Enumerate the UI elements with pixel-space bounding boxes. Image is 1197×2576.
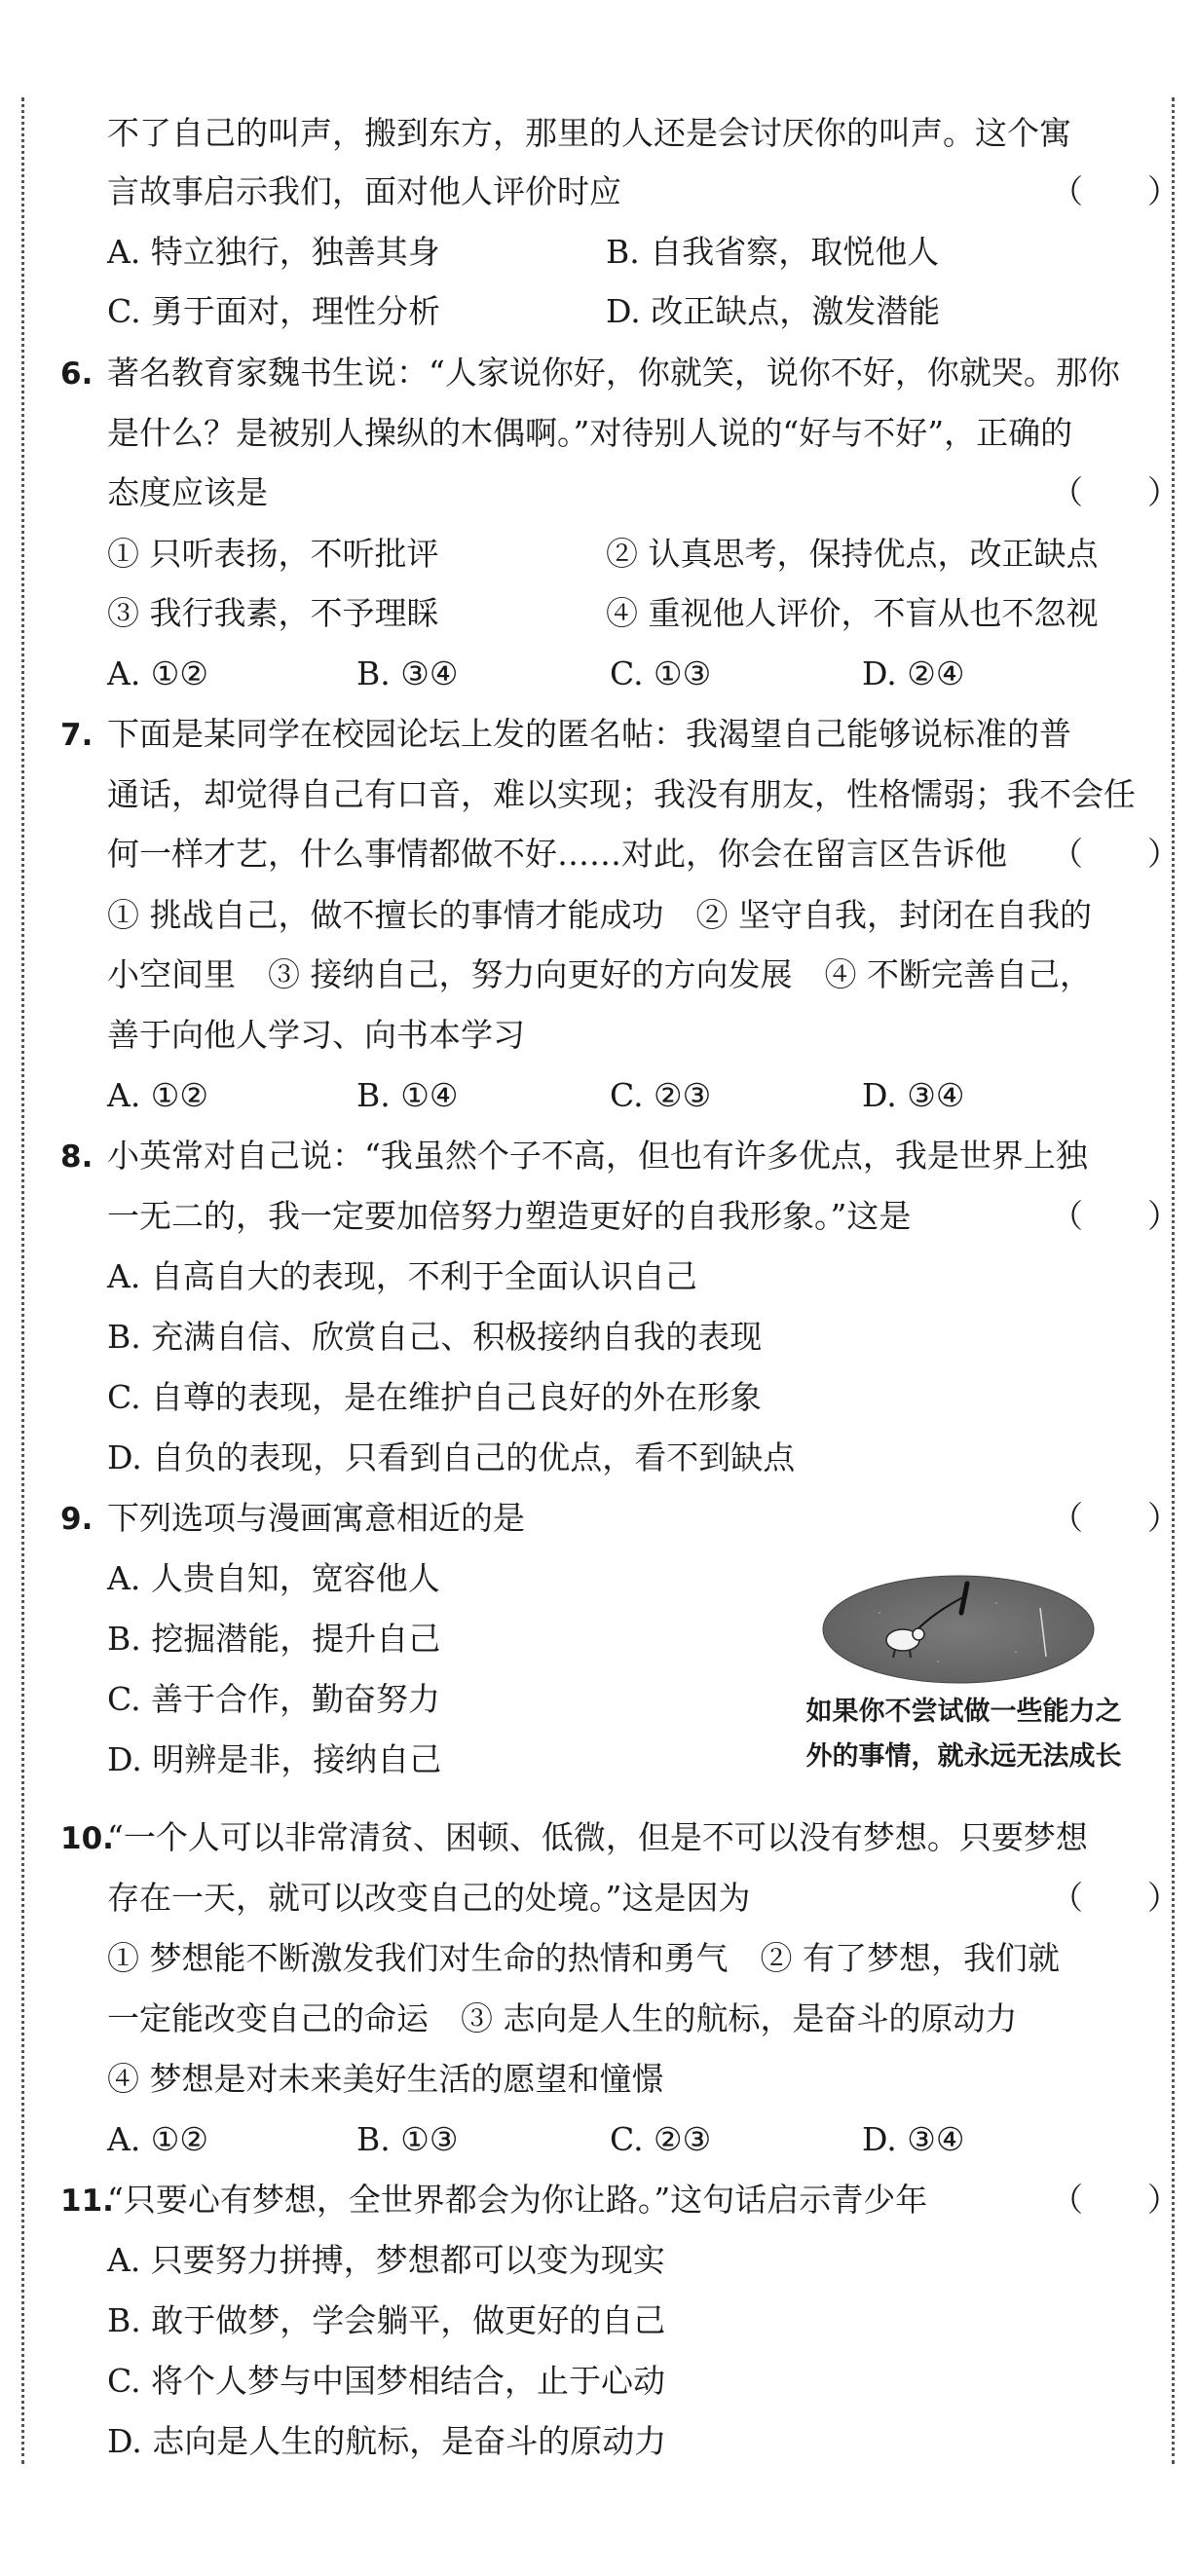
cartoon-caption-line-2: 外的事情，就永远无法成长 <box>805 1741 1122 1772</box>
q7-option-a: A. ①② <box>107 1076 208 1114</box>
q10-stem-line-1 <box>60 1817 1148 1859</box>
cartoon-caption-line-1: 如果你不尝试做一些能力之 <box>805 1697 1122 1727</box>
q11-answer-paren[interactable]: （ ） <box>1051 2181 1179 2219</box>
q5-stem-line-2 <box>107 171 1179 212</box>
q6-number: 6. <box>60 356 94 392</box>
q9-stem-text: 下列选项与漫画寓意相近的是 <box>107 1499 525 1537</box>
q11-option-a: A. 只要努力拼搏，梦想都可以变为现实 <box>107 2241 665 2279</box>
q7-statement-line-1: ① 挑战自己，做不擅长的事情才能成功 ② 坚守自我，封闭在自我的 <box>107 896 1092 934</box>
q7-option-b: B. ①④ <box>356 1076 459 1114</box>
q5-stem-line-1: 不了自己的叫声，搬到东方，那里的人还是会讨厌你的叫声。这个寓 <box>107 114 1071 152</box>
q10-statement-line-3: ④ 梦想是对未来美好生活的愿望和憧憬 <box>107 2060 664 2098</box>
q6-option-b: B. ③④ <box>356 654 459 692</box>
q8-stem-text-2: 一无二的，我一定要加倍努力塑造更好的自我形象。”这是 <box>107 1197 912 1235</box>
q11-option-b: B. 敢于做梦，学会躺平，做更好的自己 <box>107 2301 666 2339</box>
q6-option-a: A. ①② <box>107 654 208 692</box>
q8-stem-line-2 <box>107 1196 1179 1237</box>
q5-option-b: B. 自我省察，取悦他人 <box>606 233 940 271</box>
q9-answer-paren[interactable]: （ ） <box>1051 1499 1179 1537</box>
q11-option-c: C. 将个人梦与中国梦相结合，止于心动 <box>107 2362 666 2400</box>
q5-option-a: A. 特立独行，独善其身 <box>107 233 440 271</box>
q7-statement-line-3: 善于向他人学习、向书本学习 <box>107 1016 525 1054</box>
q8-option-d: D. 自负的表现，只看到自己的优点，看不到缺点 <box>107 1438 796 1476</box>
q5-option-c: C. 勇于面对，理性分析 <box>107 292 441 330</box>
q6-option-d: D. ②④ <box>862 654 965 692</box>
q10-stem-text-2: 存在一天，就可以改变自己的处境。”这是因为 <box>107 1879 751 1917</box>
q5-option-d: D. 改正缺点，激发潜能 <box>606 292 941 330</box>
q6-stem-text-1: 著名教育家魏书生说：“人家说你好，你就笑，说你不好，你就哭。那你 <box>107 354 1120 392</box>
q11-stem-line <box>60 2180 1179 2221</box>
q7-stem-text-1: 下面是某同学在校园论坛上发的匿名帖：我渴望自己能够说标准的普 <box>107 715 1071 753</box>
q9-option-b: B. 挖掘潜能，提升自己 <box>107 1620 441 1658</box>
q6-statement-3: ③ 我行我素，不予理睬 <box>107 594 439 632</box>
q7-number: 7. <box>60 718 94 753</box>
q7-stem-text-3: 何一样才艺，什么事情都做不好……对此，你会在留言区告诉他 <box>107 835 1007 873</box>
q8-stem-text-1: 小英常对自己说：“我虽然个子不高，但也有许多优点，我是世界上独 <box>107 1137 1088 1175</box>
q6-statement-4: ④ 重视他人评价，不盲从也不忽视 <box>606 594 1099 632</box>
q9-option-c: C. 善于合作，勤奋努力 <box>107 1680 441 1718</box>
q10-option-c: C. ②③ <box>610 2120 712 2158</box>
q9-number: 9. <box>60 1502 94 1537</box>
q11-option-d: D. 志向是人生的航标，是奋斗的原动力 <box>107 2422 667 2460</box>
q8-option-c: C. 自尊的表现，是在维护自己良好的外在形象 <box>107 1378 763 1416</box>
q7-answer-paren[interactable]: （ ） <box>1051 835 1179 873</box>
q7-option-d: D. ③④ <box>862 1076 965 1114</box>
q8-number: 8. <box>60 1139 94 1175</box>
q8-answer-paren[interactable]: （ ） <box>1051 1197 1179 1235</box>
q7-stem-line-1 <box>60 714 1148 756</box>
q11-number: 11. <box>60 2184 114 2219</box>
q6-statement-1: ① 只听表扬，不听批评 <box>107 535 439 573</box>
q6-stem-line-2: 是什么？是被别人操纵的木偶啊。”对待别人说的“好与不好”，正确的 <box>107 414 1073 452</box>
q5-answer-paren[interactable]: （ ） <box>1051 172 1179 210</box>
q10-option-b: B. ①③ <box>356 2120 459 2158</box>
q6-stem-line-1 <box>60 353 1148 394</box>
right-dotted-border <box>1172 97 1175 2464</box>
q7-stem-line-2: 通话，却觉得自己有口音，难以实现；我没有朋友，性格懦弱；我不会任 <box>107 775 1136 813</box>
q9-stem-line <box>60 1498 1179 1540</box>
q9-option-d: D. 明辨是非，接纳自己 <box>107 1740 442 1778</box>
cartoon-sheep-image <box>821 1574 1096 1685</box>
q6-stem-text-3: 态度应该是 <box>107 473 268 511</box>
q6-option-c: C. ①③ <box>610 654 712 692</box>
q8-option-b: B. 充满自信、欣赏自己、积极接纳自我的表现 <box>107 1318 763 1356</box>
q7-stem-line-3 <box>107 834 1179 875</box>
q6-answer-paren[interactable]: （ ） <box>1051 473 1179 511</box>
q10-statement-line-1: ① 梦想能不断激发我们对生命的热情和勇气 ② 有了梦想，我们就 <box>107 1939 1060 1977</box>
q10-stem-line-2 <box>107 1878 1179 1919</box>
q8-option-a: A. 自高自大的表现，不利于全面认识自己 <box>107 1257 697 1295</box>
q10-statement-line-2: 一定能改变自己的命运 ③ 志向是人生的航标，是奋斗的原动力 <box>107 1999 1018 2037</box>
q10-stem-text-1: “一个人可以非常清贫、困顿、低微，但是不可以没有梦想。只要梦想 <box>107 1818 1088 1856</box>
q10-option-d: D. ③④ <box>862 2120 965 2158</box>
left-dotted-border <box>21 97 24 2464</box>
q10-answer-paren[interactable]: （ ） <box>1051 1879 1179 1917</box>
q7-statement-line-2: 小空间里 ③ 接纳自己，努力向更好的方向发展 ④ 不断完善自己， <box>107 955 1092 993</box>
q9-option-a: A. 人贵自知，宽容他人 <box>107 1559 440 1597</box>
q10-option-a: A. ①② <box>107 2120 208 2158</box>
q6-statement-2: ② 认真思考，保持优点，改正缺点 <box>606 535 1099 573</box>
q5-stem-text: 言故事启示我们，面对他人评价时应 <box>107 172 621 210</box>
q10-number: 10. <box>60 1821 114 1856</box>
q6-stem-line-3 <box>107 472 1179 513</box>
q8-stem-line-1 <box>60 1136 1148 1177</box>
q11-stem-text: “只要心有梦想，全世界都会为你让路。”这句话启示青少年 <box>107 2181 928 2219</box>
q7-option-c: C. ②③ <box>610 1076 712 1114</box>
